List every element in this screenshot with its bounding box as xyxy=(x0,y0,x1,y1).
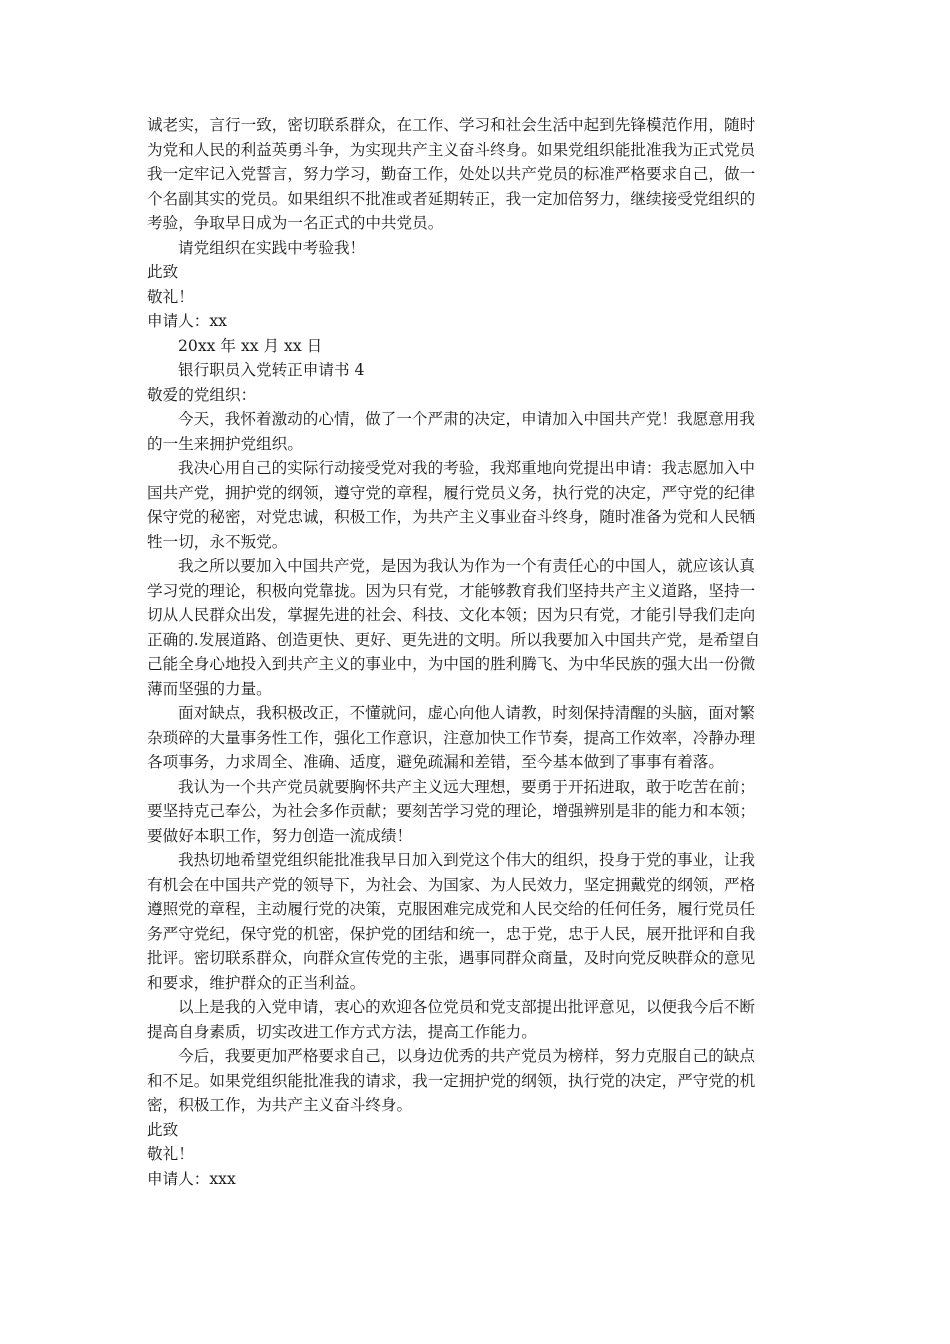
text-line: 以上是我的入党申请，衷心的欢迎各位党员和党支部提出批评意见，以便我今后不断 xyxy=(178,998,755,1016)
text-line: 申请人：xxx xyxy=(147,1169,236,1188)
text-line: 敬爱的党组织： xyxy=(147,385,257,404)
text-line: 此致 xyxy=(147,263,179,281)
text-line: 我热切地希望党组织能批准我早日加入到党这个伟大的组织，投身于党的事业，让我 xyxy=(178,851,755,869)
text-line: 20xx 年 xx 月 xx 日 xyxy=(178,336,323,355)
text-line: 我一定牢记入党誓言，努力学习，勤奋工作，处处以共产党员的标准严格要求自己，做一 xyxy=(147,165,756,183)
text-line: 薄而坚强的力量。 xyxy=(147,679,272,698)
text-line: 切从人民群众出发，掌握先进的社会、科技、文化本领；因为只有党，才能引导我们走向 xyxy=(147,606,756,624)
text-line: 诚老实，言行一致，密切联系群众，在工作、学习和社会生活中起到先锋模范作用，随时 xyxy=(147,116,756,134)
text-line: 己能全身心地投入到共产主义的事业中，为中国的胜利腾飞、为中华民族的强大出一份微 xyxy=(147,655,756,673)
text-line: 敬礼！ xyxy=(147,1145,194,1163)
text-line: 和要求，维护群众的正当利益。 xyxy=(147,973,366,992)
text-line: 提高自身素质，切实改进工作方式方法，提高工作能力。 xyxy=(147,1022,537,1041)
text-line: 各项事务，力求周全、准确、适度，避免疏漏和差错，至今基本做到了事事有着落。 xyxy=(147,753,724,771)
text-line: 为党和人民的利益英勇斗争，为实现共产主义奋斗终身。如果党组织能批准我为正式党员 xyxy=(147,140,756,159)
text-line: 有机会在中国共产党的领导下，为社会、为国家、为人民效力，坚定拥戴党的纲领，严格 xyxy=(147,875,756,894)
text-line: 今天，我怀着激动的心情，做了一个严肃的决定，申请加入中国共产党！我愿意用我 xyxy=(178,410,755,428)
text-line: 今后，我要更加严格要求自己，以身边优秀的共产党员为榜样，努力克服自己的缺点 xyxy=(178,1047,755,1065)
text-line: 遵照党的章程，主动履行党的决策，克服困难完成党和人民交给的任何任务，履行党员任 xyxy=(147,900,756,918)
text-line: 考验，争取早日成为一名正式的中共党员。 xyxy=(147,214,444,232)
text-line: 牲一切，永不叛党。 xyxy=(147,532,288,551)
text-line: 密，积极工作，为共产主义奋斗终身。 xyxy=(147,1096,413,1114)
text-line: 正确的.发展道路、创造更快、更好、更先进的文明。所以我要加入中国共产党，是希望自 xyxy=(147,630,761,649)
text-line: 国共产党，拥护党的纲领，遵守党的章程，履行党员义务，执行党的决定，严守党的纪律 xyxy=(147,483,756,502)
text-line: 保守党的秘密，对党忠诚，积极工作，为共产主义事业奋斗终身，随时准备为党和人民牺 xyxy=(147,508,756,526)
text-line: 的一生来拥护党组织。 xyxy=(147,434,303,453)
text-line: 银行职员入党转正申请书 4 xyxy=(178,361,365,379)
text-line: 请党组织在实践中考验我！ xyxy=(178,238,366,257)
text-line: 批评。密切联系群众，向群众宣传党的主张，遇事同群众商量，及时向党反映群众的意见 xyxy=(147,949,756,967)
text-line: 和不足。如果党组织能批准我的请求，我一定拥护党的纲领，执行党的决定，严守党的机 xyxy=(147,1071,756,1090)
text-line: 杂琐碎的大量事务性工作，强化工作意识，注意加快工作节奏，提高工作效率，冷静办理 xyxy=(147,728,756,747)
document-body xyxy=(147,113,809,1191)
text-line: 申请人：xx xyxy=(147,312,227,330)
text-line: 我之所以要加入中国共产党，是因为我认为作为一个有责任心的中国人，就应该认真 xyxy=(178,557,755,575)
text-line: 敬礼！ xyxy=(147,287,194,306)
text-line: 要做好本职工作，努力创造一流成绩！ xyxy=(147,826,413,845)
text-line: 务严守党纪，保守党的机密，保护党的团结和统一，忠于党，忠于人民，展开批评和自我 xyxy=(147,924,756,943)
text-line: 我决心用自己的实际行动接受党对我的考验，我郑重地向党提出申请：我志愿加入中 xyxy=(178,459,755,477)
text-line: 要坚持克己奉公，为社会多作贡献；要刻苦学习党的理论，增强辨别是非的能力和本领； xyxy=(147,802,756,820)
text-line: 此致 xyxy=(147,1120,179,1139)
text-line: 学习党的理论，积极向党靠拢。因为只有党，才能够教育我们坚持共产主义道路，坚持一 xyxy=(147,581,756,600)
text-line: 我认为一个共产党员就要胸怀共产主义远大理想，要勇于开拓进取，敢于吃苦在前； xyxy=(178,777,755,796)
text-line: 面对缺点，我积极改正，不懂就问，虚心向他人请教，时刻保持清醒的头脑，面对繁 xyxy=(178,704,755,722)
text-line: 个名副其实的党员。如果组织不批准或者延期转正，我一定加倍努力，继续接受党组织的 xyxy=(147,189,756,208)
